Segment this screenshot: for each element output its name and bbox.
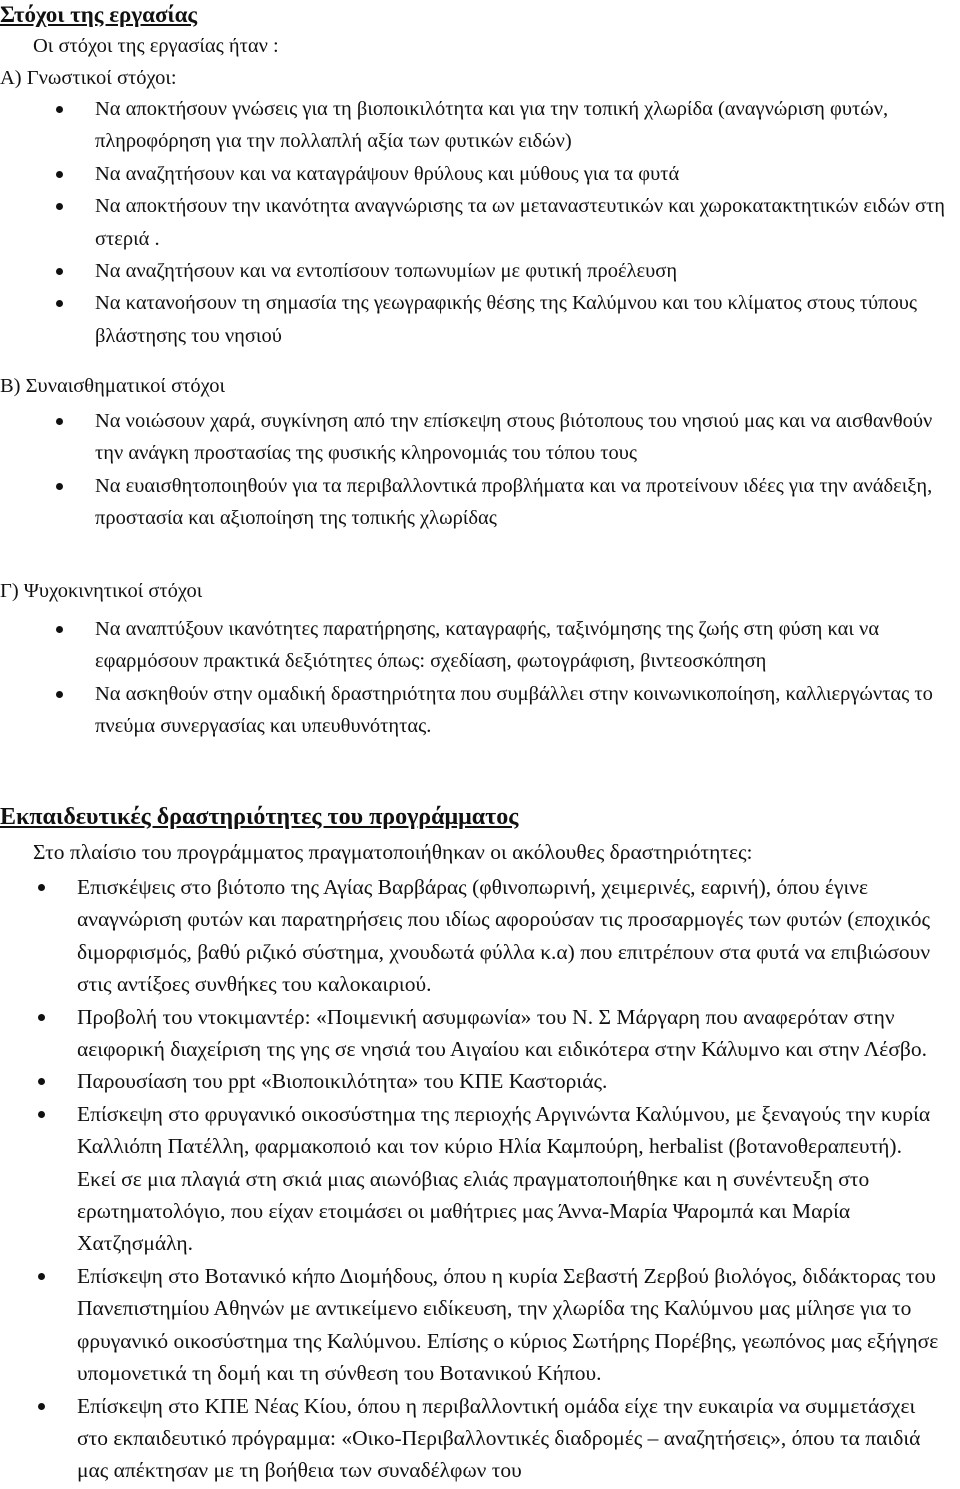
list-item: Επίσκεψη στο Βοτανικό κήπο Διομήδους, όπου η κυρία Σεβαστή Ζερβού βιολόγος, διδάκτορας του Πανεπιστημίου Αθηνών με αντικείμενο ειδίκευση, την χλωρίδα της Καλύμνου μας μίλησε για το φρυγανικό οικοσύστημα της Καλύμνου. Επίσης ο κύριος Σωτήρης Πορέβης, γεωπόνος μας εξήγησε υπομονετικά τη δομή και τη σύνθεση του Βοτανικού Κήπου.	[77, 1260, 945, 1390]
section-heading: Εκπαιδευτικές δραστηριότητες του προγράμματος	[0, 804, 519, 830]
list-item: Επίσκεψη στο φρυγανικό οικοσύστημα της περιοχής Αργινώντα Καλύμνου, με ξεναγούς την κυρία Καλλιόπη Πατέλλη, φαρμακοποιό και τον κύριο Ηλία Καμπούρη, herbalist (βοτανοθεραπευτή). Εκεί σε μια πλαγιά στη σκιά μιας αιωνόβιας ελιάς πραγματοποιήθηκε και η συνέντευξη στο ερωτηματολόγιο, που είχαν ετοιμάσει οι μαθήτριες μας Άννα-Μαρία Ψαρομπά και Μαρία Χατζησμάλη.	[77, 1098, 945, 1260]
group-label-cognitive: Α) Γνωστικοί στόχοι:	[0, 67, 177, 89]
bullet-list-psychomotor	[95, 613, 945, 743]
bullet-list-emotional	[95, 405, 945, 535]
group-label-psychomotor: Γ) Ψυχοκινητικοί στόχοι	[0, 580, 203, 602]
list-item: Παρουσίαση του ppt «Βιοποικιλότητα» του ΚΠΕ Καστοριάς.	[77, 1065, 945, 1097]
list-item: Να αναζητήσουν και να καταγράψουν θρύλους και μύθους για τα φυτά	[95, 158, 945, 190]
list-item: Επίσκεψη στο ΚΠΕ Νέας Κίου, όπου η περιβαλλοντική ομάδα είχε την ευκαιρία να συμμετάσχει στο εκπαιδευτικό πρόγραμμα: «Οικο-Περιβαλλοντικές διαδρομές – αναζητήσεις», όπου τα παιδιά μας απέκτησαν με τη βοήθεια των συναδέλφων του	[77, 1390, 945, 1487]
list-item: Να αναπτύξουν ικανότητες παρατήρησης, καταγραφής, ταξινόμησης της ζωής στη φύση και να εφαρμόσουν πρακτικά δεξιότητες όπως: σχεδίαση, φωτογράφιση, βιντεοσκόπηση	[95, 613, 945, 678]
section-intro: Οι στόχοι της εργασίας ήταν :	[33, 35, 279, 57]
section-intro: Στο πλαίσιο του προγράμματος πραγματοποιήθηκαν οι ακόλουθες δραστηριότητες:	[33, 840, 753, 864]
list-item: Να ασκηθούν στην ομαδική δραστηριότητα που συμβάλλει στην κοινωνικοποίηση, καλλιεργώντας το πνεύμα συνεργασίας και υπευθυνότητας.	[95, 678, 945, 743]
list-item: Επισκέψεις στο βιότοπο της Αγίας Βαρβάρας (φθινοπωρινή, χειμερινές, εαρινή), όπου έγινε αναγνώριση φυτών και παρατηρήσεις που ιδίως αφορούσαν τις προσαρμογές των φυτών (εποχικός διμορφισμός, βαθύ ριζικό σύστημα, χνουδωτά φύλλα κ.α) που επιτρέπουν στα φυτά να επιβιώσουν στις αντίξοες συνθήκες του καλοκαιριού.	[77, 871, 945, 1001]
list-item: Να αναζητήσουν και να εντοπίσουν τοπωνυμίων με φυτική προέλευση	[95, 255, 945, 287]
list-item: Να αποκτήσουν την ικανότητα αναγνώρισης τα ων μεταναστευτικών και χωροκατακτητικών ειδών στη στεριά .	[95, 190, 945, 255]
group-label-emotional: Β) Συναισθηματικοί στόχοι	[0, 375, 226, 397]
list-item: Να αποκτήσουν γνώσεις για τη βιοποικιλότητα και για την τοπική χλωρίδα (αναγνώριση φυτών, πληροφόρηση για την πολλαπλή αξία των φυτικών ειδών)	[95, 93, 945, 158]
bullet-list-cognitive	[95, 93, 945, 352]
list-item: Να νοιώσουν χαρά, συγκίνηση από την επίσκεψη στους βιότοπους του νησιού μας και να αισθανθούν την ανάγκη προστασίας της φυσικής κληρονομιάς του τόπου τους	[95, 405, 945, 470]
section-heading: Στόχοι της εργασίας	[0, 2, 198, 27]
list-item: Να κατανοήσουν τη σημασία της γεωγραφικής θέσης της Καλύμνου και του κλίματος στους τύπους βλάστησης του νησιού	[95, 287, 945, 352]
bullet-list-activities	[77, 871, 945, 1487]
list-item: Προβολή του ντοκιμαντέρ: «Ποιμενική ασυμφωνία» του Ν. Σ Μάργαρη που αναφερόταν στην αειφορική διαχείριση της γης σε νησιά του Αιγαίου και ειδικότερα στην Κάλυμνο και στην Λέσβο.	[77, 1001, 945, 1066]
list-item: Να ευαισθητοποιηθούν για τα περιβαλλοντικά προβλήματα και να προτείνουν ιδέες για την ανάδειξη, προστασία και αξιοποίηση της τοπικής χλωρίδας	[95, 470, 945, 535]
